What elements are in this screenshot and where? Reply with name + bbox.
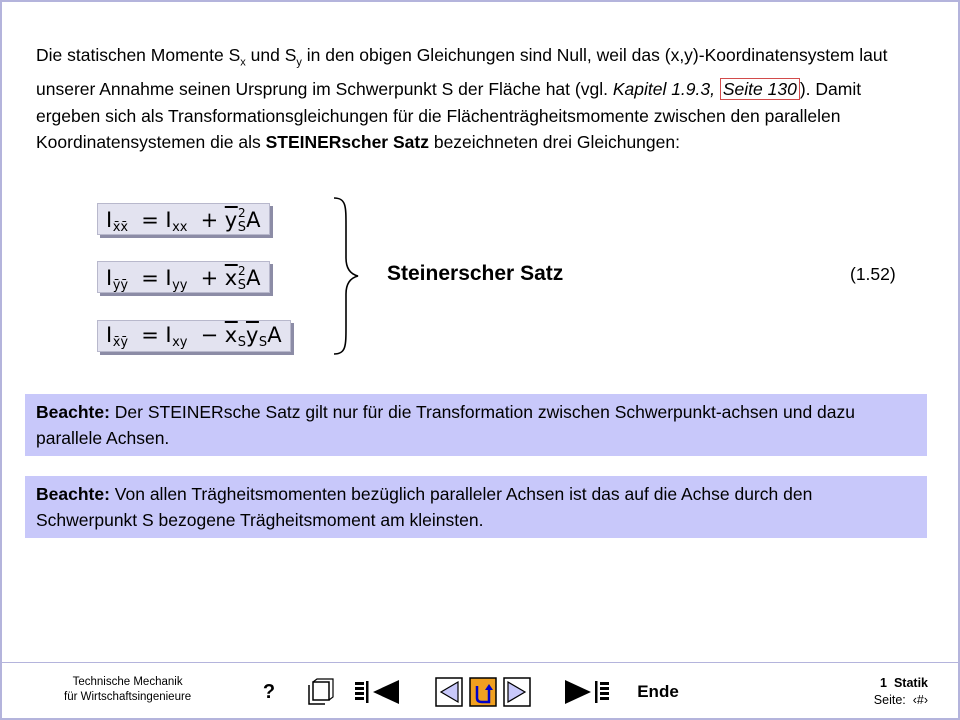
contents-icon bbox=[304, 678, 334, 706]
eq2-equals: = bbox=[141, 266, 160, 290]
note-2-label: Beachte: bbox=[36, 484, 110, 504]
next-page-icon bbox=[503, 677, 531, 707]
course-title-line2: für Wirtschaftsingenieure bbox=[64, 691, 192, 703]
last-page-icon bbox=[563, 679, 611, 705]
page-number: ‹#› bbox=[912, 693, 928, 707]
note-2-text: Von allen Trägheitsmomenten bezüglich paralleler Achsen ist das auf die Achse durch den Schwerpunkt S bezogene Trägheitsmoment am kleinsten. bbox=[36, 484, 813, 530]
eq3-lhs: I bbox=[106, 323, 113, 347]
eq2-power: 2 bbox=[237, 264, 247, 278]
eq3-var1-subscript: S bbox=[237, 335, 246, 350]
contents-button[interactable] bbox=[302, 677, 336, 707]
steiner-label: Steinerscher Satz bbox=[387, 262, 564, 285]
eq3-var1: $\overline{x}$ bbox=[224, 323, 238, 347]
eq1-plus: + bbox=[200, 208, 219, 232]
end-button[interactable] bbox=[632, 677, 684, 707]
note-box-2 bbox=[25, 476, 927, 538]
page-reference-text: Seite 130 bbox=[722, 79, 797, 99]
intro-text-3: in den obigen Gleichungen sind Null, weil das (x,y)-Koordinatensystem laut unserer Annahme seinen Ursprung im Schwerpunkt S der Fläche hat (vgl. bbox=[36, 45, 888, 99]
course-title-line1: Technische Mechanik bbox=[72, 676, 183, 688]
intro-subscript-x: x bbox=[240, 56, 246, 69]
eq1-lhs-subscript: x̄x̄ bbox=[112, 220, 129, 235]
intro-text-4: ). Damit ergeben sich als Transformationsgleichungen für die Flächenträgheitsmomente zwischen den parallelen Koordinatensystemen die als bbox=[36, 79, 862, 152]
page-info bbox=[874, 675, 928, 709]
eq1-lhs: I bbox=[106, 208, 113, 232]
end-label: Ende bbox=[637, 682, 679, 701]
home-button[interactable] bbox=[468, 677, 498, 707]
home-icon bbox=[469, 677, 497, 707]
previous-page-button[interactable] bbox=[434, 677, 464, 707]
note-1-text: Der STEINERsche Satz gilt nur für die Transformation zwischen Schwerpunkt-achsen und dazu parallele Achsen. bbox=[36, 402, 855, 448]
eq3-var2-subscript: S bbox=[258, 335, 268, 350]
intro-subscript-y: y bbox=[296, 56, 302, 69]
intro-text-5: bezeichneten drei Gleichungen: bbox=[428, 132, 680, 152]
steiner-term: STEINERscher Satz bbox=[265, 132, 429, 152]
curly-brace bbox=[330, 196, 360, 356]
eq3-area: A bbox=[267, 323, 283, 347]
footer-bar bbox=[2, 662, 958, 718]
eq1-area: A bbox=[246, 208, 261, 232]
page-reference-link[interactable] bbox=[720, 78, 800, 100]
chapter-number: 1 bbox=[880, 676, 887, 690]
eq1-power: 2 bbox=[237, 206, 247, 220]
eq2-var-subscript: S bbox=[237, 278, 246, 293]
equation-steiner-iyy bbox=[97, 261, 270, 293]
eq3-rhs: I bbox=[165, 323, 173, 347]
eq2-rhs-subscript: yy bbox=[172, 278, 188, 293]
eq3-rhs-subscript: xy bbox=[172, 335, 188, 350]
course-title bbox=[64, 675, 191, 705]
equation-number: (1.52) bbox=[850, 264, 896, 284]
equation-steiner-ixy bbox=[97, 320, 291, 352]
help-button[interactable] bbox=[258, 677, 280, 707]
intro-paragraph bbox=[36, 42, 916, 156]
eq2-var: $\overline{x}$ bbox=[224, 266, 238, 290]
eq2-lhs: I bbox=[106, 266, 113, 290]
eq3-equals: = bbox=[141, 323, 160, 347]
chapter-name: Statik bbox=[893, 676, 928, 690]
eq2-plus: + bbox=[200, 266, 219, 290]
chapter-reference-link[interactable]: Kapitel 1.9.3, bbox=[612, 79, 715, 99]
eq1-rhs-subscript: xx bbox=[172, 220, 188, 235]
note-box-1 bbox=[25, 394, 927, 456]
eq1-var-subscript: S bbox=[237, 220, 246, 235]
help-icon: ? bbox=[262, 680, 276, 703]
eq1-var: $\overline{y}$ bbox=[224, 208, 238, 232]
eq3-lhs-subscript: x̄ȳ bbox=[112, 335, 129, 350]
eq2-lhs-subscript: ȳȳ bbox=[112, 278, 129, 293]
note-1-label: Beachte: bbox=[36, 402, 110, 422]
first-page-button[interactable] bbox=[352, 677, 402, 707]
intro-text-2: und S bbox=[245, 45, 297, 65]
equation-steiner-ixx bbox=[97, 203, 270, 235]
eq3-var2: $\overline{y}$ bbox=[245, 323, 259, 347]
next-page-button[interactable] bbox=[502, 677, 532, 707]
eq3-minus: − bbox=[200, 323, 219, 347]
eq1-rhs: I bbox=[165, 208, 173, 232]
previous-page-icon bbox=[435, 677, 463, 707]
first-page-icon bbox=[353, 679, 401, 705]
eq2-area: A bbox=[246, 266, 261, 290]
last-page-button[interactable] bbox=[562, 677, 612, 707]
eq1-equals: = bbox=[141, 208, 160, 232]
intro-text-1: Die statischen Momente S bbox=[36, 45, 241, 65]
page-label: Seite: bbox=[873, 693, 906, 707]
eq2-rhs: I bbox=[165, 266, 173, 290]
